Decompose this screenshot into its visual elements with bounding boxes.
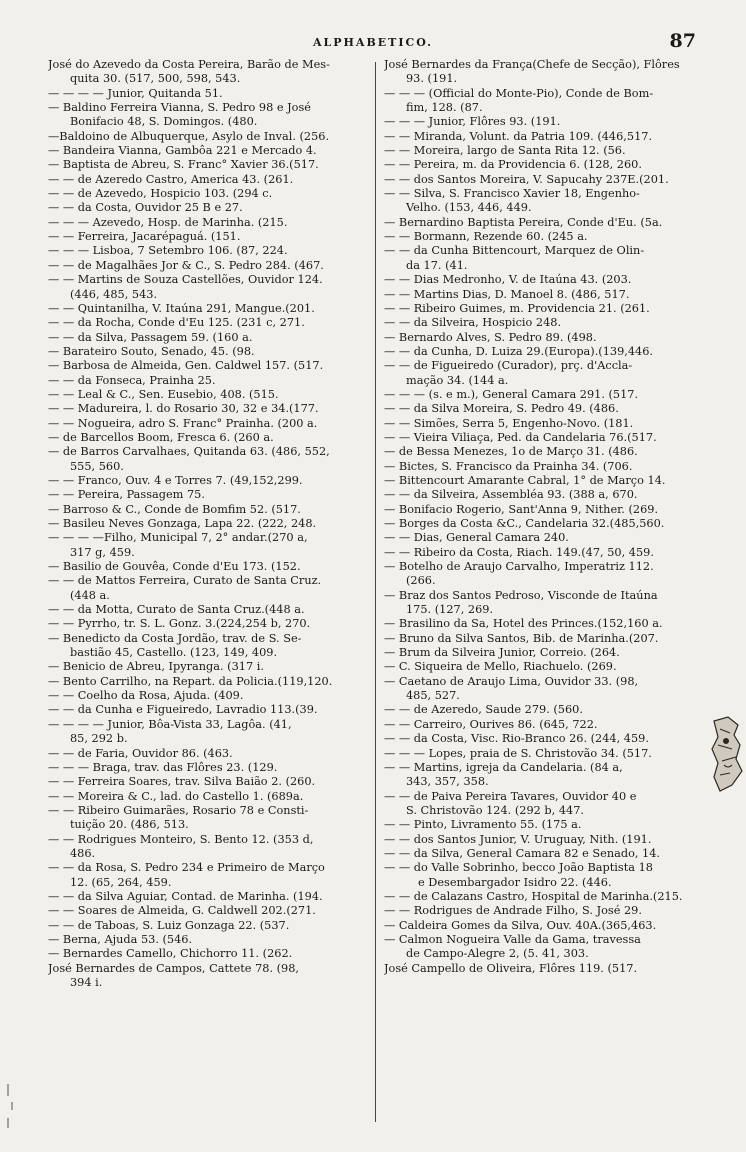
directory-entry-line: — — Rodrigues Monteiro, S. Bento 12. (353 d, <box>48 832 314 846</box>
directory-entry-line: — Bandeira Vianna, Gambôa 221 e Mercado 4. <box>48 144 317 158</box>
directory-entry-line: — — Pinto, Livramento 55. (175 a. <box>384 818 582 832</box>
directory-entry-line: — — de Taboas, S. Luiz Gonzaga 22. (537. <box>48 918 290 932</box>
left-column <box>48 58 376 990</box>
margin-sketch-icon <box>708 715 744 793</box>
directory-entry-line: — — da Motta, Curato de Santa Cruz.(448 a. <box>48 603 305 617</box>
directory-entry-line: — — Martins Dias, D. Manoel 8. (486, 517. <box>384 287 630 301</box>
directory-entry-line: — — — Junior, Flôres 93. (191. <box>384 115 561 129</box>
directory-entry-line: — — — Lopes, praia de S. Christovão 34. (517. <box>384 746 652 760</box>
directory-entry-line: — — de Mattos Ferreira, Curato de Santa Cruz. <box>48 574 322 588</box>
directory-entry-line: (266. <box>406 574 436 588</box>
directory-entry-line: — de Barcellos Boom, Fresca 6. (260 a. <box>48 430 274 444</box>
directory-entry-line: — — Leal & C., Sen. Eusebio, 408. (515. <box>48 387 279 401</box>
directory-entry-line: — Caetano de Araujo Lima, Ouvidor 33. (98, <box>384 674 639 688</box>
directory-entry-line: — — Bormann, Rezende 60. (245 a. <box>384 230 588 244</box>
directory-entry-line: S. Christovão 124. (292 b, 447. <box>406 803 584 817</box>
directory-entry-line: — Benicio de Abreu, Ipyranga. (317 i. <box>48 660 264 674</box>
directory-entry-line: — — de Azevedo, Hospicio 103. (294 c. <box>48 187 273 201</box>
directory-entry-line: — — Ferreira Soares, trav. Silva Baião 2. (260. <box>48 775 316 789</box>
directory-entry-line: — Borges da Costa &C., Candelaria 32.(485,560. <box>384 517 665 530</box>
directory-entry-line: — — da Silva Aguiar, Contad. de Marinha. (194. <box>48 889 323 903</box>
directory-entry-line: quita 30. (517, 500, 598, 543. <box>70 72 241 86</box>
directory-entry-line: — — — (s. e m.), General Camara 291. (517. <box>384 387 639 401</box>
column-divider <box>375 62 376 1122</box>
directory-entry-line: 93. (191. <box>406 72 458 86</box>
directory-entry-line: — — Madureira, l. do Rosario 30, 32 e 34.(177. <box>48 402 319 416</box>
directory-entry-line: — Basilio de Gouvêa, Conde d'Eu 173. (152. <box>48 560 301 574</box>
directory-entry-line: — — Ribeiro Guimes, m. Providencia 21. (261. <box>384 301 650 315</box>
page-number: 87 <box>669 30 696 52</box>
directory-entry-line: — — de Calazans Castro, Hospital de Marinha.(215. <box>384 889 683 903</box>
directory-entry-line: 343, 357, 358. <box>406 775 489 789</box>
directory-entry-line: — — — Lisboa, 7 Setembro 106. (87, 224. <box>48 244 288 258</box>
directory-entry-line: — — Pereira, Passagem 75. <box>48 488 205 502</box>
directory-entry-line: — Barroso & C., Conde de Bomfim 52. (517. <box>48 502 301 516</box>
directory-entry-line: — — da Costa, Ouvidor 25 B e 27. <box>48 201 243 215</box>
right-column <box>384 58 716 976</box>
directory-entry-line: — — Quintanilha, V. Itaúna 291, Mangue.(201. <box>48 301 315 315</box>
directory-entry-line: 317 g, 459. <box>70 545 135 559</box>
directory-entry-line: — — da Cunha Bittencourt, Marquez de Olin- <box>384 244 645 258</box>
directory-entry-line: — — da Fonseca, Prainha 25. <box>48 373 216 387</box>
directory-entry-line: (448 a. <box>70 588 110 602</box>
directory-entry-line: de Campo-Alegre 2, (5. 41, 303. <box>406 947 589 961</box>
directory-entry-line: — — Pereira, m. da Providencia 6. (128, 260. <box>384 158 642 172</box>
directory-entry-line: — Calmon Nogueira Valle da Gama, travessa <box>384 932 641 946</box>
directory-entry-line: — Benedicto da Costa Jordão, trav. de S. Se- <box>48 631 302 645</box>
directory-entry-line: — — Ribeiro Guimarães, Rosario 78 e Consti- <box>48 803 309 817</box>
directory-entry-line: — — Dias Medronho, V. de Itaúna 43. (203. <box>384 273 632 287</box>
directory-entry-line: — — do Valle Sobrinho, becco João Baptista 18 <box>384 861 653 875</box>
directory-entry-line: — — Martins, igreja da Candelaria. (84 a, <box>384 760 623 774</box>
directory-entry-line: — — Dias, General Camara 240. <box>384 531 569 545</box>
directory-entry-line: (446, 485, 543. <box>70 287 158 301</box>
directory-entry-line: — — — (Official do Monte-Pio), Conde de Bom- <box>384 86 654 100</box>
directory-entry-line: 85, 292 b. <box>70 732 128 746</box>
directory-entry-line: — — — — Junior, Quitanda 51. <box>48 86 223 100</box>
directory-entry-line: da 17. (41. <box>406 258 468 272</box>
directory-entry-line: — — Vieira Viliaça, Ped. da Candelaria 76.(517. <box>384 430 657 444</box>
directory-entry-line: — Bento Carrilho, na Repart. da Policia.(119,120. <box>48 674 333 688</box>
directory-entry-line: — — dos Santos Moreira, V. Sapucahy 237E.(201. <box>384 172 669 186</box>
directory-entry-line: — Basileu Neves Gonzaga, Lapa 22. (222, 248. <box>48 517 317 530</box>
directory-entry-line: 555, 560. <box>70 459 124 473</box>
directory-entry-line: — — Moreira, largo de Santa Rita 12. (56. <box>384 144 626 158</box>
directory-entry-line: — Baptista de Abreu, S. Franc° Xavier 36.(517. <box>48 158 319 172</box>
directory-entry-line: — — da Silva Moreira, S. Pedro 49. (486. <box>384 402 619 416</box>
directory-entry-line: — de Bessa Menezes, 1o de Março 31. (486. <box>384 445 638 459</box>
directory-entry-line: — Barateiro Souto, Senado, 45. (98. <box>48 344 255 358</box>
directory-entry-line: — — Carreiro, Ourives 86. (645, 722. <box>384 717 598 731</box>
directory-entry-line: — Braz dos Santos Pedroso, Visconde de Itaúna <box>384 588 658 602</box>
directory-entry-line: — — Coelho da Rosa, Ajuda. (409. <box>48 689 244 703</box>
directory-entry-line: — Caldeira Gomes da Silva, Ouv. 40A.(365,463. <box>384 918 657 932</box>
directory-entry-line: — Bonifacio Rogerio, Sant'Anna 9, Nither. (269. <box>384 502 659 516</box>
directory-entry-line: —Baldoino de Albuquerque, Asylo de Inval. (256. <box>48 129 330 143</box>
directory-entry-line: — — Ribeiro da Costa, Riach. 149.(47, 50, 459. <box>384 545 654 559</box>
directory-entry-line: — Barbosa de Almeida, Gen. Caldwel 157. (517. <box>48 359 324 373</box>
directory-entry-line: — — da Silveira, Assembléa 93. (388 a, 670. <box>384 488 638 502</box>
directory-entry-line: — — Franco, Ouv. 4 e Torres 7. (49,152,299. <box>48 473 303 487</box>
directory-entry-line: José Campello de Oliveira, Flôres 119. (517. <box>384 961 638 975</box>
directory-entry-line: mação 34. (144 a. <box>406 373 509 387</box>
directory-entry-line: — — da Silva, Passagem 59. (160 a. <box>48 330 253 344</box>
directory-entry-line: — — de Azeredo, Saude 279. (560. <box>384 703 583 717</box>
directory-entry-line: — — dos Santos Junior, V. Uruguay, Nith. (191. <box>384 832 652 846</box>
directory-entry-line: — Bernardes Camello, Chichorro 11. (262. <box>48 947 293 961</box>
directory-entry-line: — Bictes, S. Francisco da Prainha 34. (706. <box>384 459 633 473</box>
directory-entry-line: — — da Cunha, D. Luiza 29.(Europa).(139,446. <box>384 344 654 358</box>
directory-entry-line: — — Nogueira, adro S. Franc° Prainha. (200 a. <box>48 416 318 430</box>
directory-entry-line: — C. Siqueira de Mello, Riachuelo. (269. <box>384 660 617 674</box>
directory-entry-line: — — de Azeredo Castro, America 43. (261. <box>48 172 294 186</box>
directory-entry-line: — — Moreira & C., lad. do Castello 1. (689a. <box>48 789 304 803</box>
directory-entry-line: — — Rodrigues de Andrade Filho, S. José 29. <box>384 904 642 918</box>
directory-entry-line: — — da Rocha, Conde d'Eu 125. (231 c, 271. <box>48 316 305 330</box>
directory-entry-line: — — — —Filho, Municipal 7, 2° andar.(270 a, <box>48 531 308 545</box>
directory-entry-line: — — de Magalhães Jor & C., S. Pedro 284. (467. <box>48 258 324 272</box>
directory-entry-line: — Brasilino da Sa, Hotel des Princes.(152,160 a. <box>384 617 663 631</box>
directory-entry-line: 485, 527. <box>406 689 460 703</box>
page-header <box>0 30 746 58</box>
directory-entry-line: José do Azevedo da Costa Pereira, Barão de Mes- <box>48 58 330 71</box>
directory-entry-line: José Bernardes de Campos, Cattete 78. (98, <box>48 961 300 975</box>
directory-entry-line: 12. (65, 264, 459. <box>70 875 172 889</box>
directory-entry-line: — — Soares de Almeida, G. Caldwell 202.(271. <box>48 904 316 918</box>
directory-entry-line: — Bruno da Silva Santos, Bib. de Marinha.(207. <box>384 631 659 645</box>
directory-entry-line: — — de Faria, Ouvidor 86. (463. <box>48 746 233 760</box>
directory-entry-line: — Brum da Silveira Junior, Correio. (264. <box>384 646 620 660</box>
directory-entry-line: — — de Figueiredo (Curador), prç. d'Accla- <box>384 359 633 373</box>
directory-entry-line: 394 i. <box>70 976 103 989</box>
directory-entry-line: 175. (127, 269. <box>406 603 494 617</box>
page-title: ALPHABETICO. <box>312 36 433 49</box>
directory-entry-line: — — Martins de Souza Castellões, Ouvidor 124. <box>48 273 323 287</box>
directory-entry-line: tuição 20. (486, 513. <box>70 818 189 832</box>
directory-entry-line: — Botelho de Araujo Carvalho, Imperatriz 112. <box>384 560 654 574</box>
directory-entry-line: — de Barros Carvalhaes, Quitanda 63. (486, 552, <box>48 445 330 459</box>
directory-entry-line: — — Silva, S. Francisco Xavier 18, Engenho- <box>384 187 640 201</box>
directory-entry-line: — — de Paiva Pereira Tavares, Ouvidor 40 e <box>384 789 637 803</box>
directory-entry-line: — — da Rosa, S. Pedro 234 e Primeiro de Março <box>48 861 325 875</box>
directory-entry-line: — Bittencourt Amarante Cabral, 1° de Março 14. <box>384 473 666 487</box>
directory-entry-line: — — — — Junior, Bôa-Vista 33, Lagôa. (41, <box>48 717 292 731</box>
directory-entry-line: e Desembargador Isidro 22. (446. <box>418 875 612 889</box>
directory-entry-line: — Berna, Ajuda 53. (546. <box>48 932 193 946</box>
directory-entry-line: — — — Braga, trav. das Flôres 23. (129. <box>48 760 278 774</box>
directory-entry-line: bastião 45, Castello. (123, 149, 409. <box>70 646 278 660</box>
directory-entry-line: — Baldino Ferreira Vianna, S. Pedro 98 e José <box>48 101 311 115</box>
directory-entry-line: José Bernardes da França(Chefe de Secção), Flôres <box>384 58 680 71</box>
directory-entry-line: Velho. (153, 446, 449. <box>406 201 532 215</box>
directory-entry-line: fim, 128. (87. <box>406 101 483 115</box>
directory-entry-line: — — da Costa, Visc. Rio-Branco 26. (244, 459. <box>384 732 649 746</box>
directory-entry-line: — Bernardino Baptista Pereira, Conde d'Eu. (5a. <box>384 215 663 229</box>
directory-entry-line: — — Simões, Serra 5, Engenho-Novo. (181. <box>384 416 634 430</box>
directory-entry-line: — — da Cunha e Figueiredo, Lavradio 113.(39. <box>48 703 318 717</box>
directory-entry-line: Bonifacio 48, S. Domingos. (480. <box>70 115 258 129</box>
directory-entry-line: — — Ferreira, Jacarépaguá. (151. <box>48 230 241 244</box>
margin-marks-icon <box>4 1080 18 1140</box>
directory-entry-line: — — da Silva, General Camara 82 e Senado, 14. <box>384 846 661 860</box>
directory-entry-line: — — — Azevedo, Hosp. de Marinha. (215. <box>48 215 288 229</box>
directory-entry-line: — — da Silveira, Hospicio 248. <box>384 316 562 330</box>
directory-entry-line: — — Pyrrho, tr. S. L. Gonz. 3.(224,254 b, 270. <box>48 617 311 631</box>
directory-entry-line: — Bernardo Alves, S. Pedro 89. (498. <box>384 330 597 344</box>
directory-entry-line: 486. <box>70 846 96 860</box>
directory-entry-line: — — Miranda, Volunt. da Patria 109. (446,517. <box>384 129 653 143</box>
